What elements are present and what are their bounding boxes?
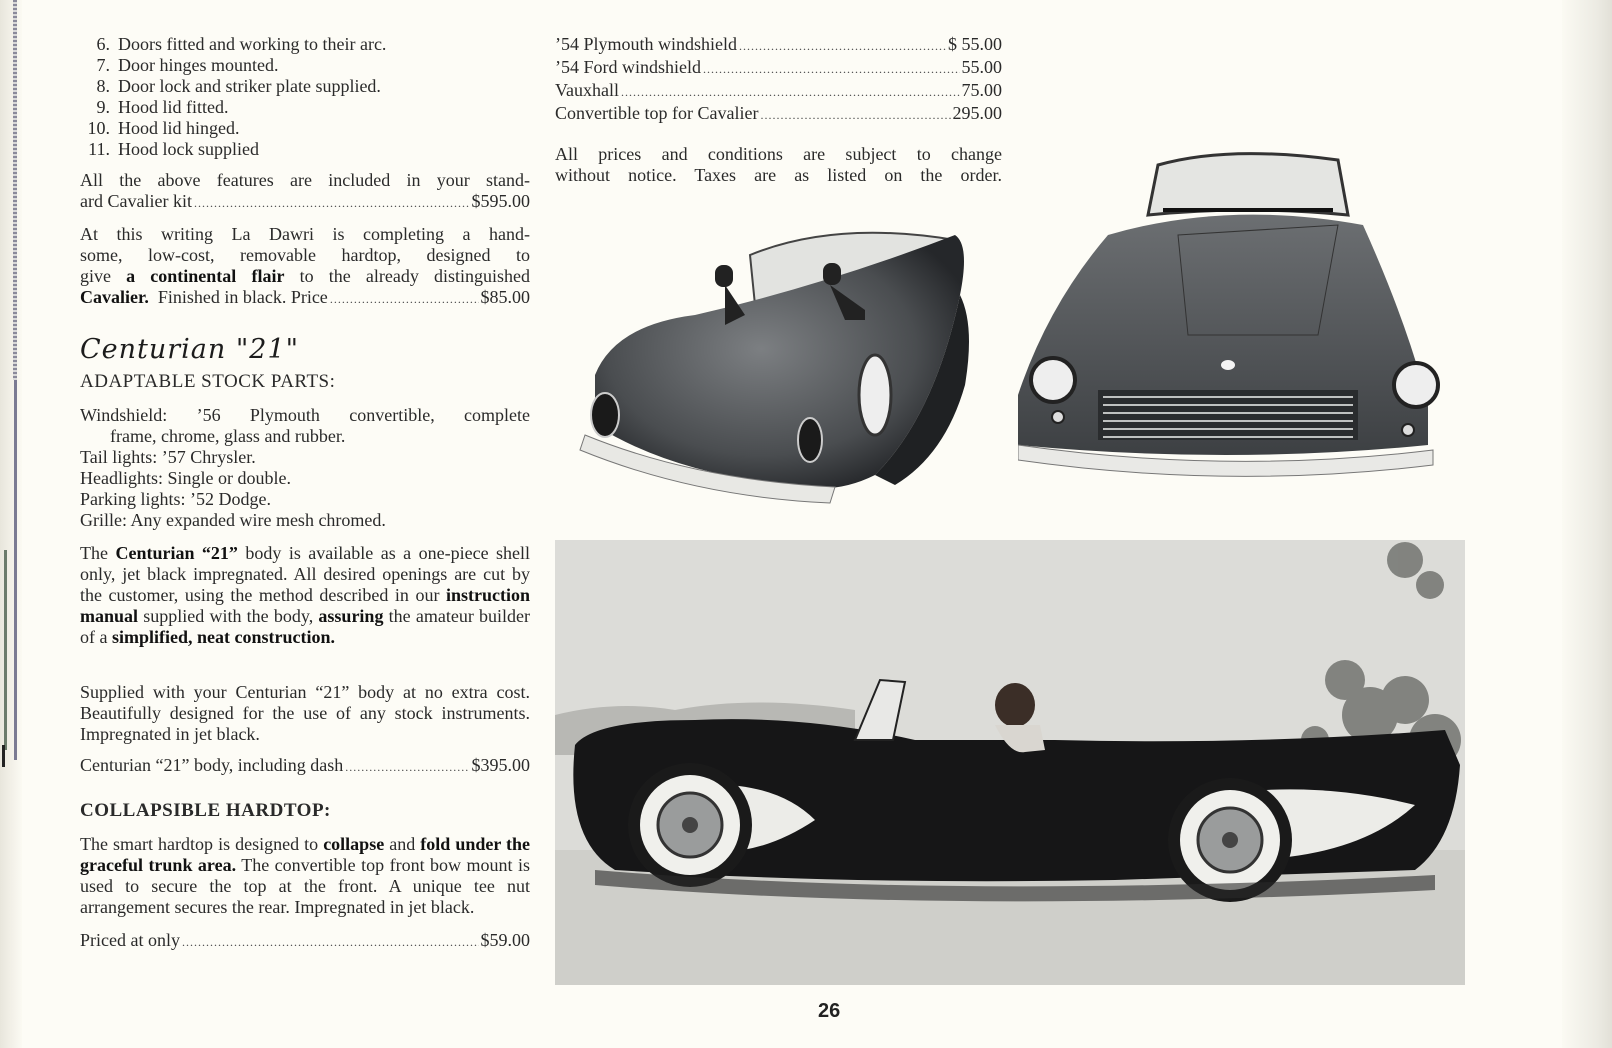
price-line: ard Cavalier kit ..... $595.00 xyxy=(80,191,530,214)
disclaimer: All prices and conditions are subject to change without notice. Taxes are as listed on the order. xyxy=(555,144,1002,185)
features-list xyxy=(80,34,530,160)
photo-front-view xyxy=(1018,145,1443,490)
body-description: The Centurian “21” body is available as a one-piece shell only, jet black impregnated. All desired openings are cut by the customer, using the method described in our instruction manual supplied with the body, assuring the amateur builder of a simplified, neat construction. xyxy=(80,543,531,647)
page-number: 26 xyxy=(818,1000,841,1022)
price-line: Vauxhall ..... 75.00 xyxy=(555,80,1002,103)
collapsible-description: The smart hardtop is designed to collapse and fold under the graceful trunk area. The convertible top front bow mount is used to secure the top at the front. A unique tee nut arrangement secures the rear. Impregnated in jet black. xyxy=(80,834,531,917)
price: $595.00 xyxy=(471,191,530,211)
section-title: Centurian "21" xyxy=(80,334,300,365)
price: $395.00 xyxy=(471,755,530,775)
list-item: 11. Hood lock supplied xyxy=(88,139,259,159)
section-heading: COLLAPSIBLE HARDTOP: xyxy=(80,800,331,821)
list-item: 7. Door hinges mounted. xyxy=(96,55,279,75)
price-list xyxy=(555,34,1002,126)
standard-kit-paragraph: All the above features are included in your stand- ard Cavalier kit ..... $595.00 xyxy=(80,170,530,214)
list-item: 8. Door lock and striker plate supplied. xyxy=(96,76,381,96)
price: $85.00 xyxy=(480,287,530,307)
price-line: Convertible top for Cavalier ..... 295.00 xyxy=(555,103,1002,126)
hardtop-note-paragraph: At this writing La Dawri is completing a hand- some, low-cost, removable hardtop, designed to give a continental flair to the already distinguished Cavalier. Finished in black. Price ..... $85.00 xyxy=(80,224,530,310)
price-line: Cavalier. Finished in black. Price ..... $85.00 xyxy=(80,287,530,310)
photo-rear-view xyxy=(575,225,985,505)
book-spine xyxy=(0,0,22,1048)
price-line: ’54 Ford windshield ..... 55.00 xyxy=(555,57,1002,80)
price: $59.00 xyxy=(480,930,530,950)
price-line: ’54 Plymouth windshield ..... $ 55.00 xyxy=(555,34,1002,57)
list-item: Windshield: ’56 Plymouth convertible, complete xyxy=(80,405,530,425)
list-item: 10. Hood lid hinged. xyxy=(87,118,240,138)
price-line: Priced at only ..... $59.00 xyxy=(80,930,530,953)
section-heading: ADAPTABLE STOCK PARTS: xyxy=(80,371,336,392)
page-edge xyxy=(1562,0,1612,1048)
price-line: Centurian “21” body, including dash ..... $395.00 xyxy=(80,755,530,778)
list-item: Headlights: Single or double. xyxy=(80,468,291,488)
list-item: 9. Hood lid fitted. xyxy=(96,97,229,117)
list-item: Parking lights: ’52 Dodge. xyxy=(80,489,271,509)
stock-parts-list xyxy=(80,405,530,531)
list-item: Tail lights: ’57 Chrysler. xyxy=(80,447,256,467)
left-column xyxy=(80,34,530,953)
middle-column xyxy=(555,34,1002,186)
list-item: frame, chrome, glass and rubber. xyxy=(110,426,346,446)
list-item: Grille: Any expanded wire mesh chromed. xyxy=(80,510,386,530)
photo-side-view xyxy=(555,540,1465,985)
dash-description: Supplied with your Centurian “21” body at no extra cost. Beautifully designed for the use of any stock instruments. Impregnated in jet black. xyxy=(80,682,530,744)
list-item: 6. Doors fitted and working to their arc. xyxy=(96,34,387,54)
